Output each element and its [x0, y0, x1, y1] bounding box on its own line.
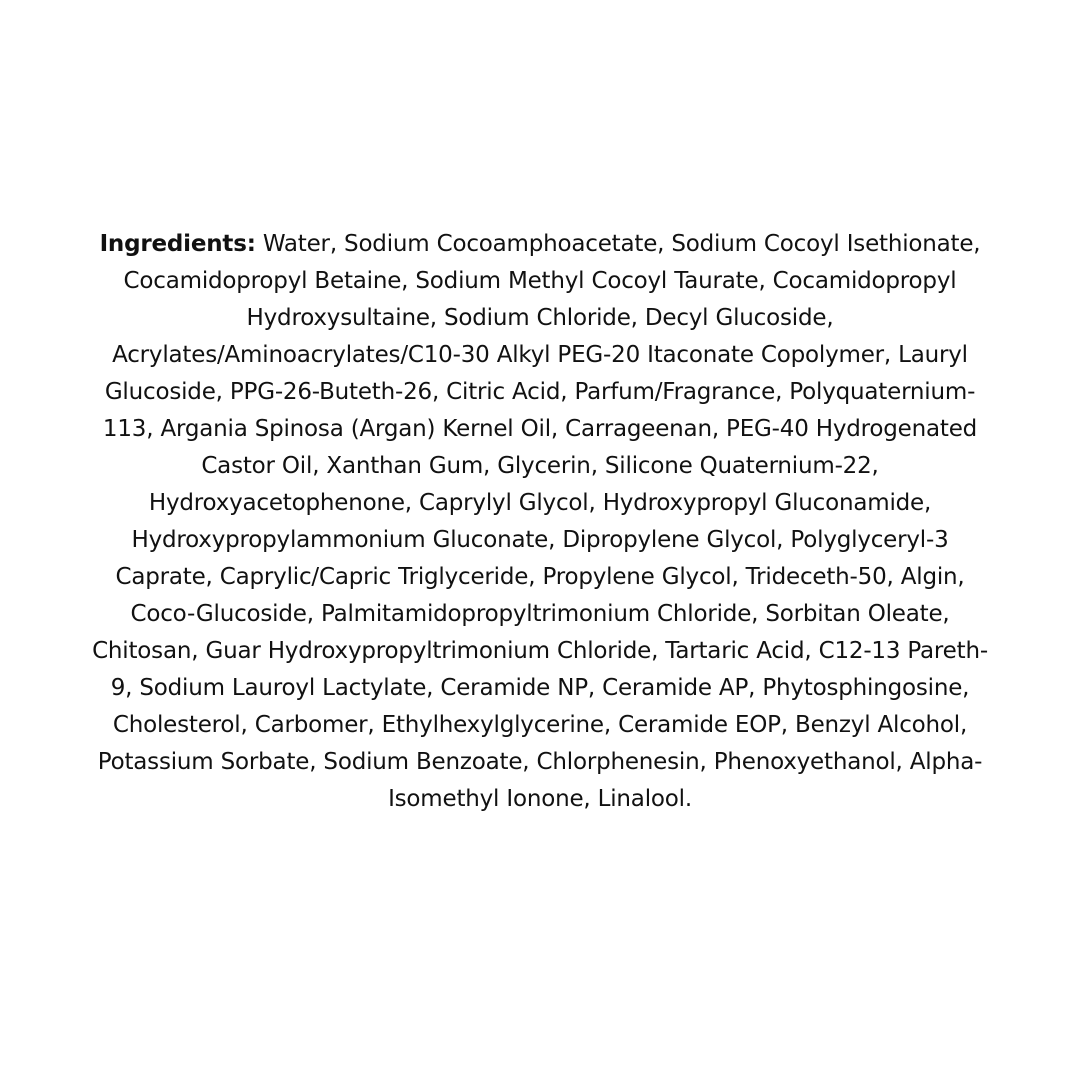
ingredients-paragraph	[88, 226, 992, 818]
ingredients-label: Ingredients:	[99, 231, 256, 257]
ingredients-list: Water, Sodium Cocoamphoacetate, Sodium Cocoyl Isethionate, Cocamidopropyl Betaine, Sodium Methyl Cocoyl Taurate, Cocamidopropyl Hydroxysultaine, Sodium Chloride, Decyl Glucoside, Acrylates/Aminoacrylates/C10-30 Alkyl PEG-20 Itaconate Copolymer, Lauryl Glucoside, PPG-26-Buteth-26, Citric Acid, Parfum/Fragrance, Polyquaternium-113, Argania Spinosa (Argan) Kernel Oil, Carrageenan, PEG-40 Hydrogenated Castor Oil, Xanthan Gum, Glycerin, Silicone Quaternium-22, Hydroxyacetophenone, Caprylyl Glycol, Hydroxypropyl Gluconamide, Hydroxypropylammonium Gluconate, Dipropylene Glycol, Polyglyceryl-3 Caprate, Caprylic/Capric Triglyceride, Propylene Glycol, Trideceth-50, Algin, Coco-Glucoside, Palmitamidopropyltrimonium Chloride, Sorbitan Oleate, Chitosan, Guar Hydroxypropyltrimonium Chloride, Tartaric Acid, C12-13 Pareth-9, Sodium Lauroyl Lactylate, Ceramide NP, Ceramide AP, Phytosphingosine, Cholesterol, Carbomer, Ethylhexylglycerine, Ceramide EOP, Benzyl Alcohol, Potassium Sorbate, Sodium Benzoate, Chlorphenesin, Phenoxyethanol, Alpha-Isomethyl Ionone, Linalool.	[92, 231, 988, 812]
